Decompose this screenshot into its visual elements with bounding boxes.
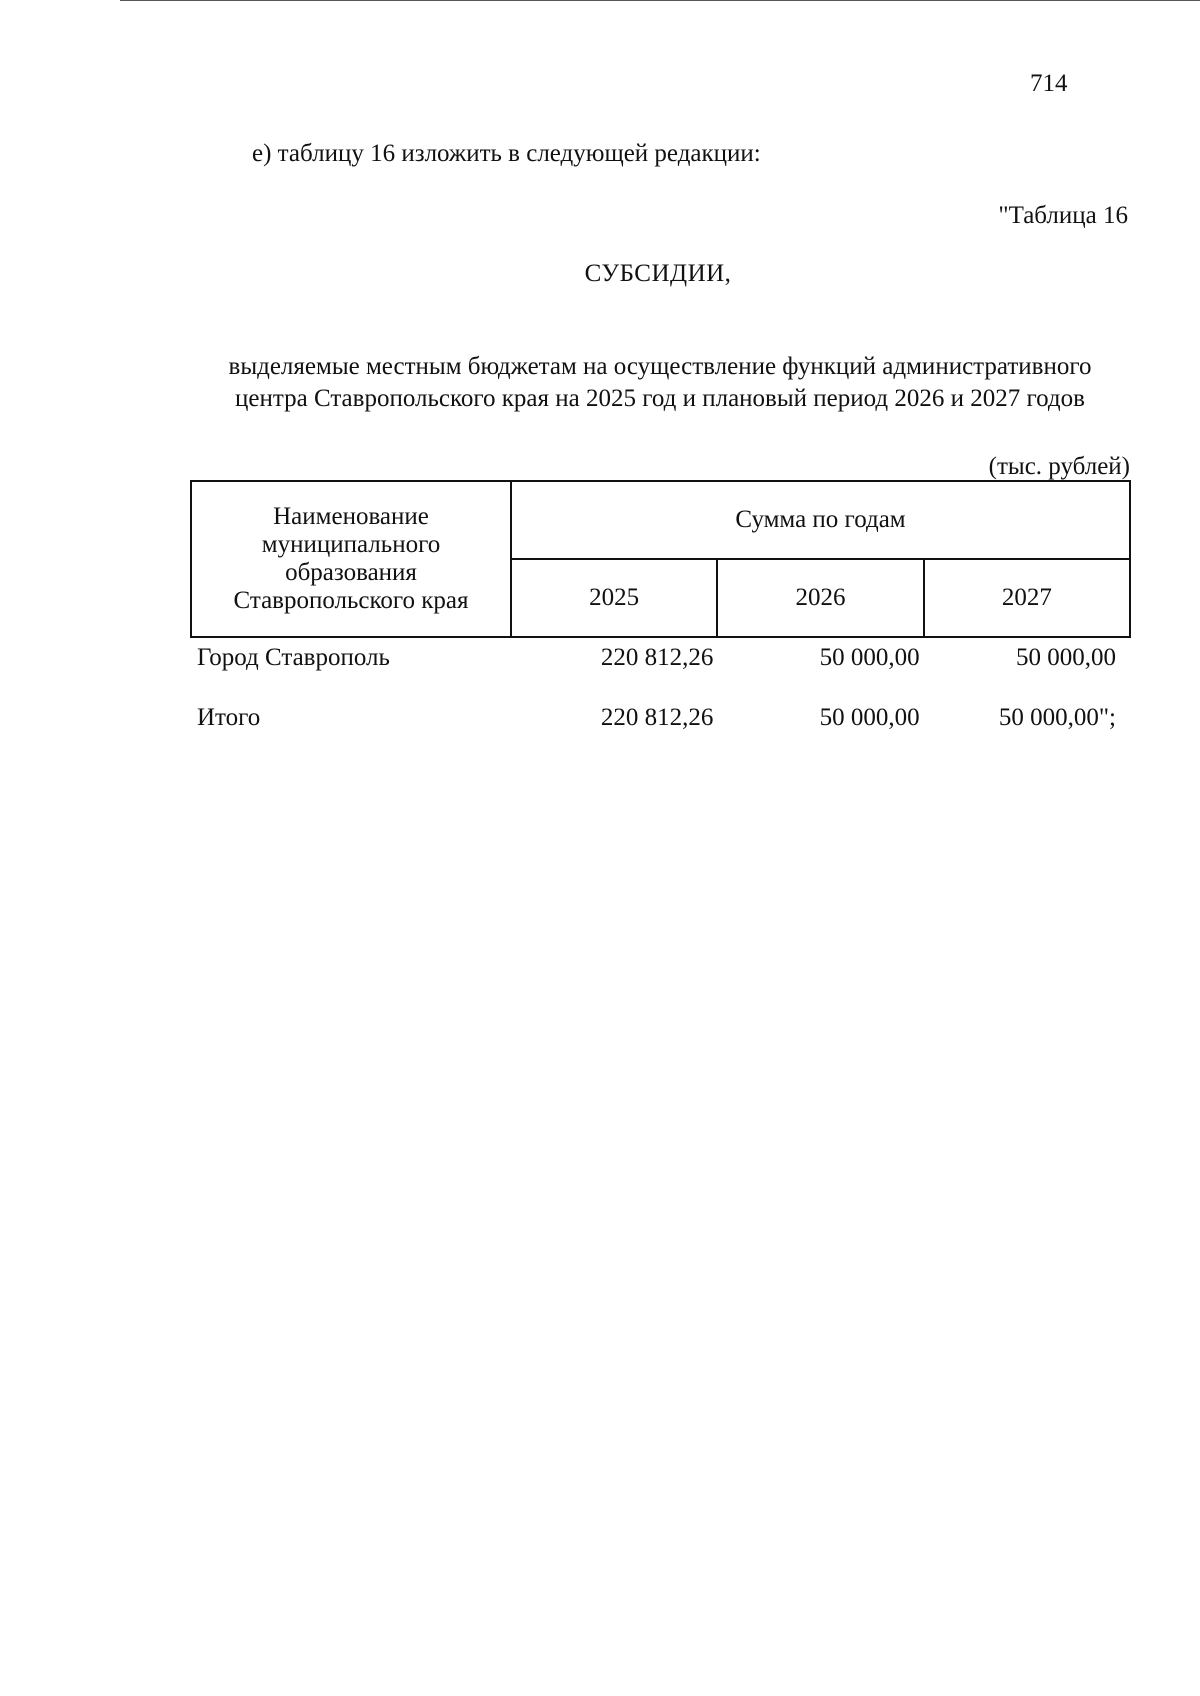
table-body <box>191 637 1130 758</box>
header-name-line: Наименование <box>273 503 429 530</box>
subtitle-line-2: центра Ставропольского края на 2025 год и плановый период 2026 и 2027 годов <box>235 385 1085 412</box>
total-value-2025: 220 812,26 <box>600 704 714 731</box>
table-header <box>191 481 1130 637</box>
row-value-2026: 50 000,00 <box>819 644 920 671</box>
table-caption: "Таблица 16 <box>998 202 1128 229</box>
header-name-line: образования <box>285 559 417 586</box>
subtitle-line-1: выделяемые местным бюджетам на осуществление функций административного <box>228 353 1092 380</box>
header-name-line: муниципального <box>261 531 441 558</box>
header-year-2027: 2027 <box>924 559 1130 637</box>
table-row-total <box>191 678 1130 758</box>
document-subtitle <box>190 351 1130 415</box>
table-row <box>191 637 1130 678</box>
header-sum-by-years: Сумма по годам <box>511 481 1130 559</box>
units-label: (тыс. рублей) <box>988 453 1130 480</box>
page-number: 714 <box>1030 70 1068 97</box>
header-name-line: Ставропольского края <box>233 587 469 614</box>
total-label: Итого <box>197 704 261 731</box>
row-value-2027: 50 000,00 <box>1016 644 1116 671</box>
total-value-2027: 50 000,00"; <box>998 704 1116 731</box>
header-year-2026: 2026 <box>717 559 923 637</box>
intro-text: е) таблицу 16 изложить в следующей редакции: <box>252 140 761 167</box>
row-value-2025: 220 812,26 <box>600 644 714 671</box>
header-year-2025: 2025 <box>511 559 717 637</box>
row-municipality-name: Город Ставрополь <box>197 644 390 671</box>
subsidies-table <box>190 480 1131 758</box>
document-title: СУБСИДИИ, <box>584 260 732 287</box>
top-edge-rule <box>120 0 1200 1</box>
header-municipality-name <box>191 481 511 637</box>
total-value-2026: 50 000,00 <box>819 704 920 731</box>
